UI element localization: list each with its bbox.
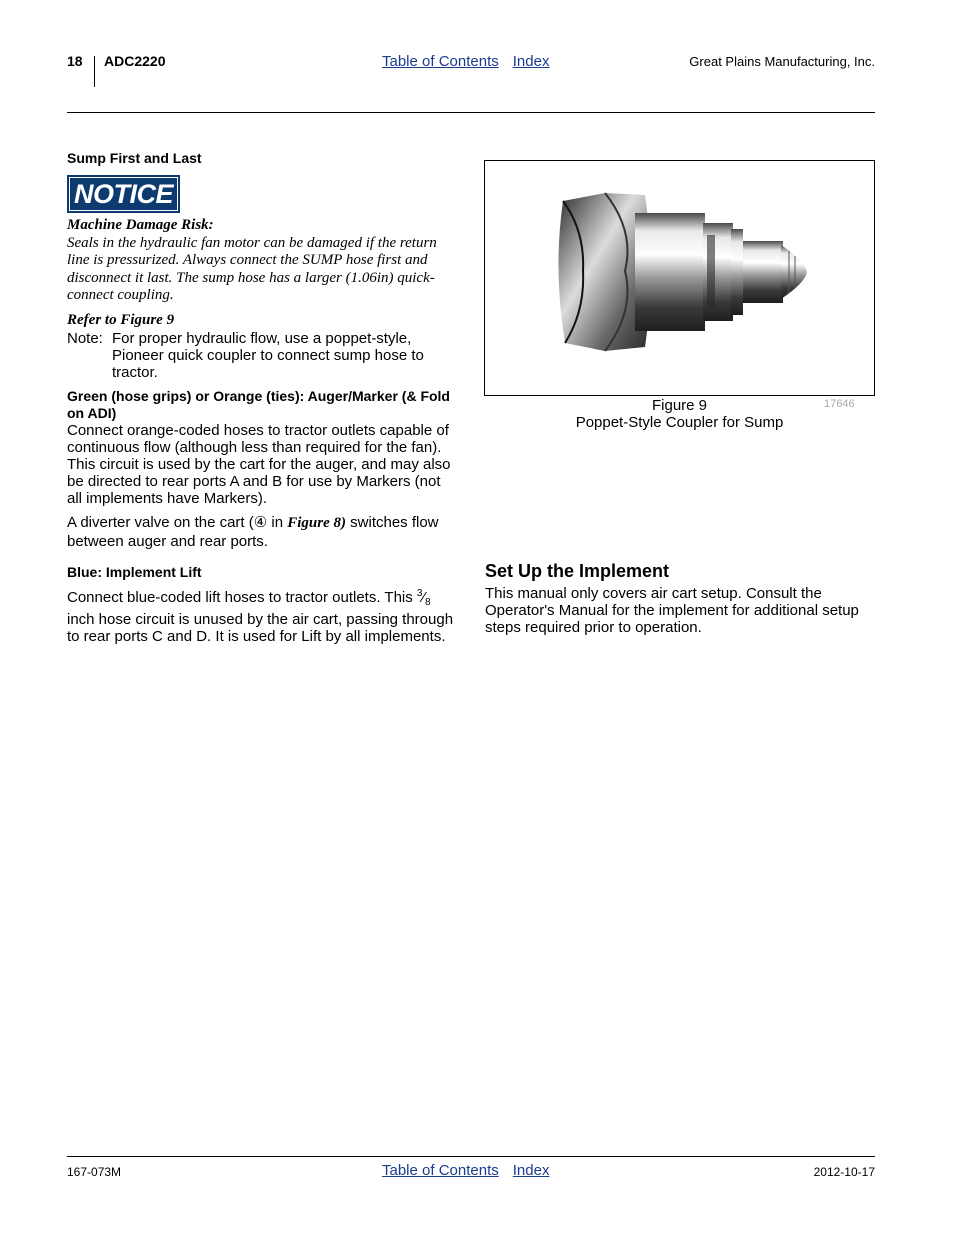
figure-frame <box>484 160 875 396</box>
footer-nav <box>382 1162 549 1179</box>
toc-link[interactable]: Table of Contents <box>382 53 499 70</box>
blue-heading: Blue: Implement Lift <box>67 563 202 580</box>
green-heading: Green (hose grips) or Orange (ties): Auger/Marker (& Fold on ADI) <box>67 388 450 421</box>
note-text: For proper hydraulic flow, use a poppet-style, Pioneer quick coupler to connect sump hose to tractor. <box>112 330 424 381</box>
blue-text-2: inch hose circuit is unused by the air cart, passing through to rear ports C and D. It is used for Lift by all implements. <box>67 610 454 645</box>
right-column <box>485 563 877 636</box>
left-column <box>67 150 459 645</box>
footer-index-link[interactable]: Index <box>512 1162 550 1179</box>
fraction-num: 3 <box>416 587 423 599</box>
note-label: Note: <box>67 330 103 347</box>
footer-toc-link[interactable]: Table of Contents <box>382 1162 499 1179</box>
diverter-pre: A diverter valve on the cart (④ in <box>67 514 288 531</box>
index-link[interactable]: Index <box>512 53 550 70</box>
blue-text-1: Connect blue-coded lift hoses to tractor outlets. This <box>67 588 417 606</box>
header-divider <box>94 56 95 87</box>
diverter-text <box>67 514 459 550</box>
refer-figure: Refer to Figure 9 <box>67 311 175 328</box>
page-number: 18 <box>67 53 83 69</box>
figure-caption <box>484 397 875 431</box>
green-text: Connect orange-coded hoses to tractor outlets capable of continuous flow (although less than required for the fan). This circuit is used by the cart for the auger, and may also be directed to rear ports A and B for use by Markers (not all implements have Markers). <box>67 422 451 507</box>
blue-text <box>67 585 459 645</box>
part-number: 167-073M <box>67 1165 122 1179</box>
doc-code: ADC2220 <box>104 53 166 69</box>
figure-label: Figure 9 <box>651 397 708 414</box>
notice-label: NOTICE <box>70 178 177 210</box>
footer-rule <box>67 1156 875 1157</box>
diverter-post: switches flow between auger and rear ports. <box>67 514 439 550</box>
header-nav <box>382 53 549 70</box>
note <box>67 330 459 381</box>
setup-text: This manual only covers air cart setup. Consult the Operator's Manual for the implement for additional setup steps required prior to operation. <box>485 585 859 636</box>
risk-title: Machine Damage Risk: <box>67 217 214 233</box>
fraction-den: 8 <box>425 596 431 608</box>
risk-text: Seals in the hydraulic fan motor can be damaged if the return line is pressurized. Always connect the SUMP hose first and disconnect it last. The sump hose has a larger (1.06in) quick-connect coupling. <box>67 234 437 303</box>
header-rule <box>67 112 875 113</box>
company-name: Great Plains Manufacturing, Inc. <box>689 54 875 69</box>
sump-heading: Sump First and Last <box>67 150 202 166</box>
notice-badge <box>67 175 180 213</box>
coupler-illustration <box>485 161 874 395</box>
setup-heading: Set Up the Implement <box>485 561 670 581</box>
figure-8-ref[interactable]: Figure 8) <box>287 515 346 531</box>
figure-image-id: 17646 <box>824 398 855 410</box>
fraction: $^3⁄_8$ <box>416 587 431 608</box>
publish-date: 2012-10-17 <box>813 1165 875 1179</box>
figure-title: Poppet-Style Coupler for Sump <box>575 414 784 431</box>
